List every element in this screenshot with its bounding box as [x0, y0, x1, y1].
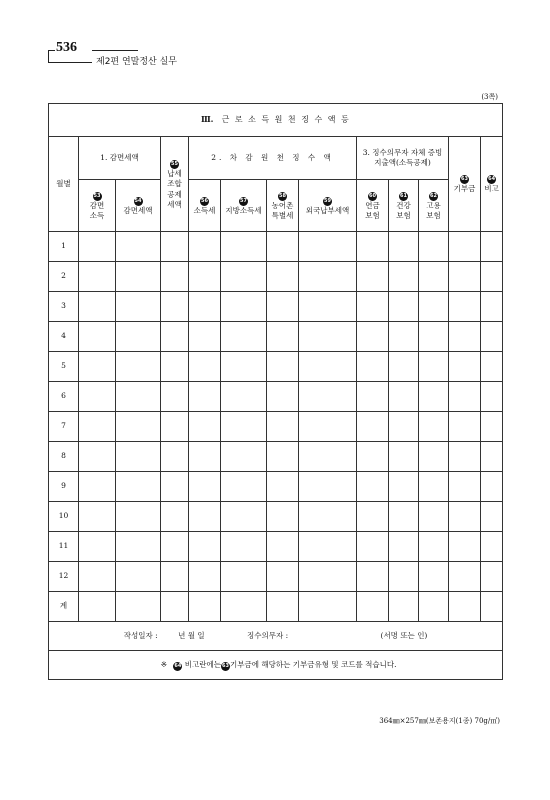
form-cell[interactable]: [161, 502, 189, 532]
form-cell[interactable]: [267, 502, 299, 532]
note-row: [49, 651, 503, 680]
form-cell[interactable]: [189, 592, 221, 622]
form-cell[interactable]: [389, 532, 419, 562]
form-cell[interactable]: [449, 472, 481, 502]
col-rural-tax-header: [267, 180, 299, 232]
form-cell[interactable]: [419, 412, 449, 442]
form-cell[interactable]: [116, 532, 161, 562]
number-53-icon: 53: [93, 192, 101, 199]
form-cell[interactable]: [419, 472, 449, 502]
table-row: [49, 352, 503, 382]
table-row: [49, 562, 503, 592]
form-cell[interactable]: [221, 292, 267, 322]
form-cell[interactable]: [299, 412, 357, 442]
number-62-icon: 62: [430, 192, 437, 199]
form-cell[interactable]: [357, 412, 389, 442]
form-cell[interactable]: [267, 262, 299, 292]
form-cell[interactable]: [419, 292, 449, 322]
form-cell[interactable]: [419, 232, 449, 262]
form-cell[interactable]: [299, 532, 357, 562]
form-cell[interactable]: [449, 352, 481, 382]
form-cell[interactable]: [357, 292, 389, 322]
col-income-tax-header: [189, 180, 221, 232]
header-rule-bottom: [48, 62, 92, 63]
form-cell[interactable]: [357, 472, 389, 502]
sign-note: (서명 또는 인): [380, 630, 428, 640]
col-donation-label: 기부금: [453, 184, 476, 194]
form-cell[interactable]: [389, 412, 419, 442]
col-employment-header: [419, 180, 449, 232]
form-cell[interactable]: [299, 262, 357, 292]
col-pension-header: [357, 180, 389, 232]
form-cell[interactable]: [79, 592, 116, 622]
form-cell[interactable]: [267, 232, 299, 262]
form-cell[interactable]: [481, 442, 503, 472]
col-remarks-header: [481, 137, 503, 232]
form-cell[interactable]: [389, 472, 419, 502]
form-cell[interactable]: [79, 382, 116, 412]
col-income-tax-label: 소득세: [193, 205, 216, 215]
col-donation-header: [449, 137, 481, 232]
form-cell[interactable]: [267, 382, 299, 412]
group-net-withholding-header: 2. 차 감 원 천 징 수 액: [189, 137, 357, 180]
table-row: [49, 382, 503, 412]
form-cell[interactable]: [161, 292, 189, 322]
form-cell[interactable]: [481, 472, 503, 502]
form-title: [49, 104, 503, 137]
form-cell[interactable]: [221, 382, 267, 412]
form-cell[interactable]: [299, 592, 357, 622]
form-cell[interactable]: [481, 262, 503, 292]
form-cell[interactable]: [449, 262, 481, 292]
form-cell[interactable]: [419, 502, 449, 532]
form-cell[interactable]: [116, 232, 161, 262]
collector-label: 징수의무자 :: [246, 630, 289, 640]
table-row: [49, 262, 503, 292]
form-cell[interactable]: [116, 292, 161, 322]
form-cell[interactable]: [357, 352, 389, 382]
date-units: 년 월 일: [178, 630, 205, 640]
form-cell[interactable]: [161, 442, 189, 472]
form-cell[interactable]: [389, 232, 419, 262]
form-cell[interactable]: [481, 532, 503, 562]
form-cell[interactable]: [449, 502, 481, 532]
month-label: 12: [49, 562, 79, 592]
note-mark: ※: [160, 659, 167, 669]
number-58-icon: 58: [279, 192, 286, 199]
form-cell[interactable]: [221, 592, 267, 622]
form-cell[interactable]: [481, 412, 503, 442]
form-cell[interactable]: [357, 532, 389, 562]
number-64-icon: 64: [174, 662, 182, 669]
form-cell[interactable]: [449, 562, 481, 592]
form-cell[interactable]: [189, 502, 221, 532]
month-label: 8: [49, 442, 79, 472]
form-cell[interactable]: [79, 472, 116, 502]
number-59-icon: 59: [324, 197, 331, 204]
form-cell[interactable]: [161, 262, 189, 292]
form-cell[interactable]: [389, 382, 419, 412]
form-cell[interactable]: [389, 562, 419, 592]
header-rule: [92, 50, 138, 51]
form-cell[interactable]: [221, 502, 267, 532]
form-cell[interactable]: [189, 352, 221, 382]
form-cell[interactable]: [449, 412, 481, 442]
form-cell[interactable]: [189, 562, 221, 592]
form-cell[interactable]: [189, 412, 221, 442]
note-text-b: 기부금에 해당하는 기부금유형 및 코드를 적습니다.: [230, 659, 397, 669]
form-cell[interactable]: [189, 382, 221, 412]
form-cell[interactable]: [79, 502, 116, 532]
form-cell[interactable]: [116, 502, 161, 532]
month-rows: [49, 232, 503, 592]
form-cell[interactable]: [267, 442, 299, 472]
col-remarks-label: 비고: [484, 184, 499, 194]
form-cell[interactable]: [161, 592, 189, 622]
month-header: 월별: [49, 137, 79, 232]
col-reduced-income-label: 감면 소득: [89, 200, 105, 220]
form-cell[interactable]: [419, 562, 449, 592]
form-cell[interactable]: [221, 532, 267, 562]
form-cell[interactable]: [449, 322, 481, 352]
table-row: [49, 502, 503, 532]
form-cell[interactable]: [79, 262, 116, 292]
form-cell[interactable]: [299, 352, 357, 382]
form-cell[interactable]: [449, 382, 481, 412]
form-cell[interactable]: [481, 232, 503, 262]
form-cell[interactable]: [79, 532, 116, 562]
form-cell[interactable]: [189, 322, 221, 352]
form-cell[interactable]: [79, 412, 116, 442]
month-label: 10: [49, 502, 79, 532]
form-cell[interactable]: [267, 322, 299, 352]
form-cell[interactable]: [189, 292, 221, 322]
form-cell[interactable]: [299, 442, 357, 472]
form-cell[interactable]: [389, 502, 419, 532]
chapter-title: 제2편 연말정산 실무: [96, 57, 178, 67]
form-cell[interactable]: [481, 292, 503, 322]
table-row: [49, 442, 503, 472]
number-56-icon: 56: [201, 197, 208, 204]
form-cell[interactable]: [449, 592, 481, 622]
month-label: 4: [49, 322, 79, 352]
form-cell[interactable]: [189, 442, 221, 472]
form-cell[interactable]: [221, 412, 267, 442]
form-cell[interactable]: [419, 352, 449, 382]
form-cell[interactable]: [299, 472, 357, 502]
month-label: 3: [49, 292, 79, 322]
form-cell[interactable]: [79, 352, 116, 382]
form-cell[interactable]: [481, 502, 503, 532]
form-cell[interactable]: [419, 382, 449, 412]
month-label: 1: [49, 232, 79, 262]
col-reduced-tax-header: [116, 180, 161, 232]
number-64-icon: 64: [488, 176, 496, 183]
table-row: [49, 472, 503, 502]
page-number: 536: [56, 40, 77, 55]
form-cell[interactable]: [116, 412, 161, 442]
form-cell[interactable]: [161, 412, 189, 442]
form-cell[interactable]: [299, 382, 357, 412]
number-61-icon: 61: [400, 192, 407, 199]
form-cell[interactable]: [449, 292, 481, 322]
form-cell[interactable]: [189, 472, 221, 502]
table-row: [49, 322, 503, 352]
form-cell[interactable]: [221, 562, 267, 592]
month-label: 9: [49, 472, 79, 502]
paper-spec: 364㎜×257㎜(보존용지(1종) 70g/㎡): [379, 717, 500, 725]
form-cell[interactable]: [357, 262, 389, 292]
table-row: [49, 532, 503, 562]
form-cell[interactable]: [389, 292, 419, 322]
form-cell[interactable]: [389, 352, 419, 382]
col-union-credit-label: 납세 조합 공제 세액: [167, 169, 182, 209]
table-row: [49, 292, 503, 322]
form-cell[interactable]: [357, 592, 389, 622]
form-cell[interactable]: [221, 442, 267, 472]
table-row: [49, 232, 503, 262]
form-cell[interactable]: [161, 322, 189, 352]
form-cell[interactable]: [357, 232, 389, 262]
form-cell[interactable]: [116, 562, 161, 592]
note-text-a: 비고란에는: [184, 659, 222, 669]
form-cell[interactable]: [161, 382, 189, 412]
page-header: [48, 40, 208, 70]
form-cell[interactable]: [299, 232, 357, 262]
col-foreign-tax-label: 외국납부세액: [305, 205, 350, 215]
form-cell[interactable]: [267, 592, 299, 622]
form-cell[interactable]: [267, 472, 299, 502]
total-row-label: 계: [49, 592, 79, 622]
col-pension-label: 연금 보험: [365, 200, 380, 220]
table-row: [49, 412, 503, 442]
form-cell[interactable]: [79, 442, 116, 472]
form-cell[interactable]: [267, 412, 299, 442]
form-cell[interactable]: [267, 532, 299, 562]
form-cell[interactable]: [161, 562, 189, 592]
form-cell[interactable]: [481, 562, 503, 592]
form-cell[interactable]: [389, 592, 419, 622]
form-cell[interactable]: [299, 322, 357, 352]
form-cell[interactable]: [357, 442, 389, 472]
withholding-form-table: [48, 103, 503, 680]
date-label: 작성일자 :: [123, 630, 158, 640]
number-63-icon: 63: [461, 176, 468, 183]
form-title-prefix: Ⅲ.: [200, 114, 214, 125]
form-cell[interactable]: [299, 292, 357, 322]
col-local-tax-header: [221, 180, 267, 232]
form-cell[interactable]: [419, 532, 449, 562]
form-cell[interactable]: [161, 232, 189, 262]
form-cell[interactable]: [449, 532, 481, 562]
form-cell[interactable]: [161, 532, 189, 562]
number-55-icon: 55: [171, 161, 178, 168]
form-cell[interactable]: [449, 442, 481, 472]
form-cell[interactable]: [481, 322, 503, 352]
form-cell[interactable]: [357, 322, 389, 352]
signature-row: [49, 622, 503, 651]
form-cell[interactable]: [221, 352, 267, 382]
form-cell[interactable]: [267, 562, 299, 592]
form-cell[interactable]: [79, 562, 116, 592]
form-cell[interactable]: [449, 232, 481, 262]
form-cell[interactable]: [116, 262, 161, 292]
form-cell[interactable]: [189, 532, 221, 562]
form-cell[interactable]: [79, 322, 116, 352]
col-rural-tax-label: 농어촌 특별세: [271, 200, 294, 220]
form-cell[interactable]: [357, 562, 389, 592]
col-local-tax-label: 지방소득세: [225, 205, 262, 215]
number-60-icon: 60: [369, 192, 376, 199]
form-cell[interactable]: [481, 382, 503, 412]
form-cell[interactable]: [267, 292, 299, 322]
col-employment-label: 고용 보험: [426, 200, 441, 220]
form-cell[interactable]: [419, 442, 449, 472]
col-health-label: 건강 보험: [396, 200, 411, 220]
form-cell[interactable]: [299, 502, 357, 532]
page-code: (3쪽): [481, 93, 498, 101]
col-reduced-income-header: [79, 180, 116, 232]
form-cell[interactable]: [79, 232, 116, 262]
number-57-icon: 57: [240, 197, 247, 204]
form-cell[interactable]: [389, 322, 419, 352]
form-cell[interactable]: [161, 352, 189, 382]
form-cell[interactable]: [357, 382, 389, 412]
month-label: 5: [49, 352, 79, 382]
form-cell[interactable]: [481, 592, 503, 622]
form-cell[interactable]: [221, 472, 267, 502]
form-cell[interactable]: [221, 322, 267, 352]
form-cell[interactable]: [116, 442, 161, 472]
form-cell[interactable]: [357, 502, 389, 532]
group-self-evidence-header: 3. 징수의무자 자체 증빙 지출액(소득공제): [357, 137, 449, 180]
form-cell[interactable]: [116, 352, 161, 382]
form-cell[interactable]: [389, 442, 419, 472]
form-cell[interactable]: [79, 292, 116, 322]
form-cell[interactable]: [189, 232, 221, 262]
col-union-credit-header: [161, 137, 189, 232]
form-cell[interactable]: [267, 352, 299, 382]
form-cell[interactable]: [161, 472, 189, 502]
month-label: 2: [49, 262, 79, 292]
form-cell[interactable]: [481, 352, 503, 382]
col-health-header: [389, 180, 419, 232]
form-cell[interactable]: [116, 592, 161, 622]
month-label: 11: [49, 532, 79, 562]
group-reduction-header: 1. 감면세액: [79, 137, 161, 180]
form-cell[interactable]: [419, 322, 449, 352]
form-title-text: 근 로 소 득 원 천 징 수 액 등: [221, 115, 351, 125]
month-label: 7: [49, 412, 79, 442]
form-cell[interactable]: [419, 592, 449, 622]
col-reduced-tax-label: 감면세액: [123, 205, 153, 215]
form-cell[interactable]: [189, 262, 221, 292]
form-cell[interactable]: [221, 232, 267, 262]
number-63-icon: 63: [222, 662, 229, 669]
form-cell[interactable]: [221, 262, 267, 292]
form-cell[interactable]: [116, 322, 161, 352]
number-54-icon: 54: [134, 197, 142, 204]
form-cell[interactable]: [116, 382, 161, 412]
col-foreign-tax-header: [299, 180, 357, 232]
month-label: 6: [49, 382, 79, 412]
form-cell[interactable]: [116, 472, 161, 502]
form-cell[interactable]: [389, 262, 419, 292]
form-cell[interactable]: [419, 262, 449, 292]
form-cell[interactable]: [299, 562, 357, 592]
